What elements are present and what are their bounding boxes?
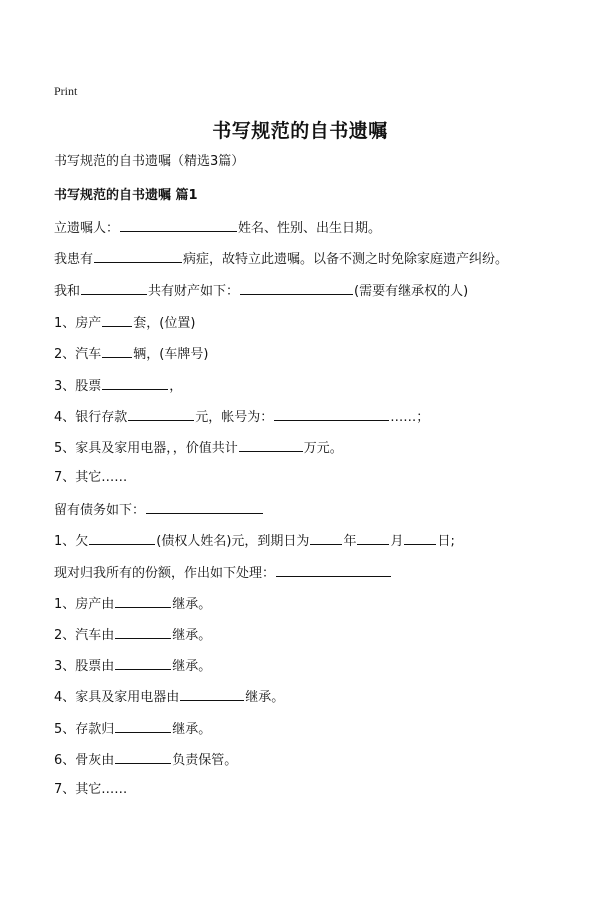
house-heir-label: 1、房产由 xyxy=(54,597,115,612)
year-blank[interactable] xyxy=(310,531,342,545)
document-subtitle: 书写规范的自书遗嘱（精选3篇） xyxy=(54,154,245,169)
month-label: 月 xyxy=(390,534,404,549)
car-heir-line xyxy=(54,625,211,644)
furniture-heir-label: 4、家具及家用电器由 xyxy=(54,690,180,705)
car-line xyxy=(54,344,208,363)
furniture-line xyxy=(54,438,343,457)
house-label: 1、房产 xyxy=(54,316,102,331)
creditor-text: (债权人姓名)元，到期日为 xyxy=(156,534,310,549)
house-unit: 套，(位置) xyxy=(133,316,196,331)
testator-label: 立遗嘱人： xyxy=(54,221,120,236)
house-heir-text: 继承。 xyxy=(172,597,212,612)
debts-label: 留有债务如下： xyxy=(54,503,146,518)
car-count-blank[interactable] xyxy=(102,344,132,358)
other-assets-line: 7、其它…… xyxy=(54,470,128,485)
month-blank[interactable] xyxy=(357,531,389,545)
stock-blank[interactable] xyxy=(102,376,168,390)
illness-label: 我患有 xyxy=(54,252,94,267)
section-heading: 书写规范的自书遗嘱 篇1 xyxy=(54,188,198,203)
stock-label: 3、股票 xyxy=(54,379,102,394)
day-label: 日; xyxy=(437,534,455,549)
furniture-heir-text: 继承。 xyxy=(245,690,285,705)
house-heir-blank[interactable] xyxy=(115,594,171,608)
house-line xyxy=(54,313,195,332)
debt-detail-line xyxy=(54,531,455,550)
testator-hint: 姓名、性别、出生日期。 xyxy=(238,221,382,236)
deposit-heir-line xyxy=(54,719,211,738)
house-count-blank[interactable] xyxy=(102,313,132,327)
document-title: 书写规范的自书遗嘱 xyxy=(212,120,388,142)
furniture-heir-blank[interactable] xyxy=(180,687,244,701)
creditor-blank[interactable] xyxy=(89,531,155,545)
other-disposal-line: 7、其它…… xyxy=(54,782,128,797)
property-label: 我和 xyxy=(54,284,81,299)
stock-heir-text: 继承。 xyxy=(172,659,212,674)
heir-blank[interactable] xyxy=(240,281,353,295)
deposit-label: 4、银行存款 xyxy=(54,410,128,425)
deposit-line xyxy=(54,407,429,426)
stock-heir-label: 3、股票由 xyxy=(54,659,115,674)
disposal-blank[interactable] xyxy=(276,563,391,577)
debts-blank[interactable] xyxy=(146,500,263,514)
ashes-line xyxy=(54,750,237,769)
day-blank[interactable] xyxy=(404,531,436,545)
property-hint: (需要有继承权的人) xyxy=(354,284,469,299)
debt-label: 1、欠 xyxy=(54,534,89,549)
stock-line xyxy=(54,376,182,395)
car-heir-blank[interactable] xyxy=(115,625,171,639)
furniture-unit: 万元。 xyxy=(303,441,343,456)
stock-end: ， xyxy=(169,379,183,394)
year-label: 年 xyxy=(343,534,357,549)
deposit-account-label: 元，帐号为： xyxy=(195,410,274,425)
car-heir-label: 2、汽车由 xyxy=(54,628,115,643)
car-label: 2、汽车 xyxy=(54,347,102,362)
ashes-blank[interactable] xyxy=(115,750,171,764)
ashes-label: 6、骨灰由 xyxy=(54,753,115,768)
disposal-line xyxy=(54,563,392,582)
ashes-text: 负责保管。 xyxy=(172,753,238,768)
disposal-label: 现对归我所有的份额，作出如下处理： xyxy=(54,566,276,581)
deposit-amount-blank[interactable] xyxy=(128,407,194,421)
deposit-heir-blank[interactable] xyxy=(115,719,171,733)
illness-line xyxy=(54,249,508,268)
stock-heir-blank[interactable] xyxy=(115,656,171,670)
furniture-label: 5、家具及家用电器，，价值共计 xyxy=(54,441,238,456)
testator-line xyxy=(54,218,381,237)
account-number-blank[interactable] xyxy=(274,407,389,421)
furniture-heir-line xyxy=(54,687,284,706)
illness-blank[interactable] xyxy=(94,249,182,263)
deposit-heir-text: 继承。 xyxy=(172,722,212,737)
print-link[interactable]: Print xyxy=(54,84,78,98)
property-line xyxy=(54,281,468,300)
stock-heir-line xyxy=(54,656,211,675)
property-text: 共有财产如下： xyxy=(148,284,240,299)
house-heir-line xyxy=(54,594,211,613)
debts-line xyxy=(54,500,264,519)
deposit-heir-label: 5、存款归 xyxy=(54,722,115,737)
illness-text: 病症，故特立此遗嘱。以备不测之时免除家庭遗产纠纷。 xyxy=(183,252,509,267)
car-heir-text: 继承。 xyxy=(172,628,212,643)
car-unit: 辆，(车牌号) xyxy=(133,347,209,362)
furniture-value-blank[interactable] xyxy=(239,438,303,452)
co-owner-blank[interactable] xyxy=(81,281,147,295)
testator-blank[interactable] xyxy=(120,218,237,232)
deposit-end: ……； xyxy=(390,410,430,425)
